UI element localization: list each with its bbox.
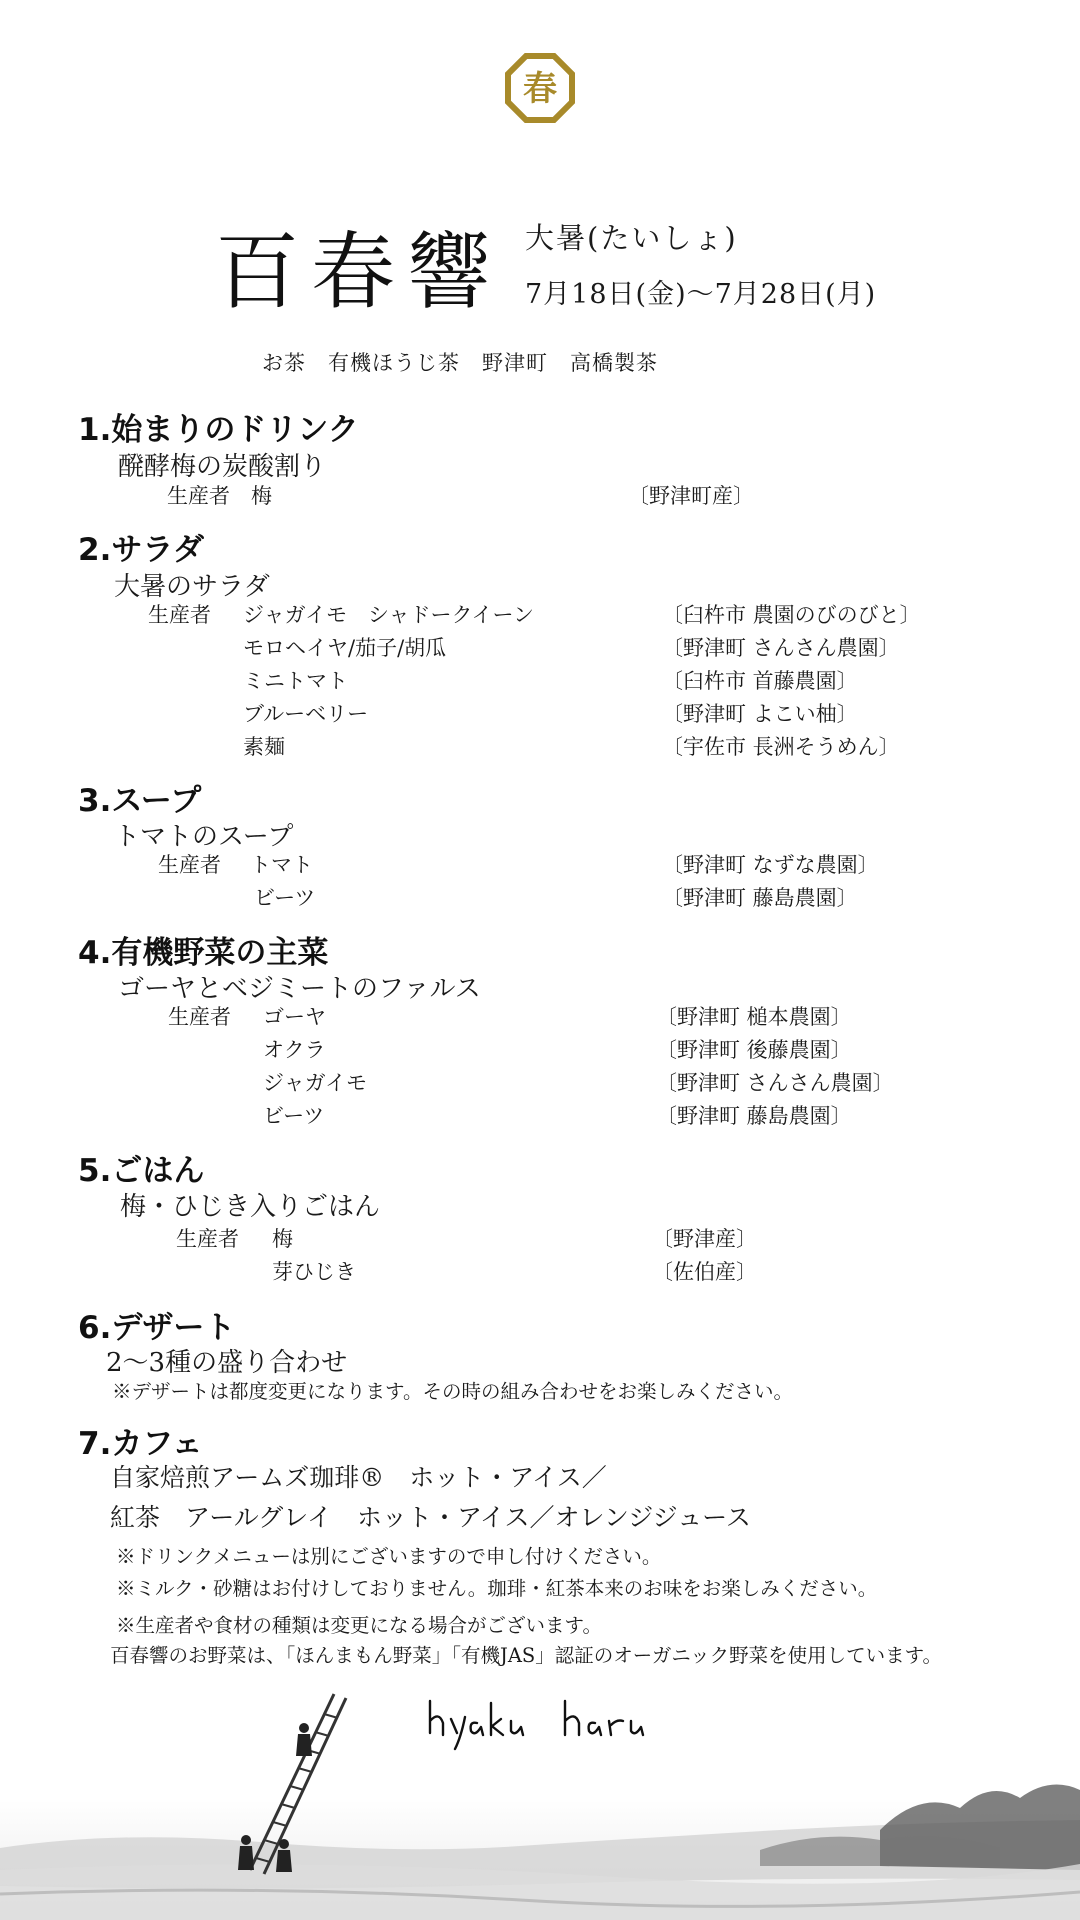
course-4-origin: 〔野津町 槌本農園〕: [656, 1005, 852, 1029]
course-6-note: ※デザートは都度変更になります。その時の組み合わせをお楽しみください。: [112, 1380, 793, 1403]
course-1-heading: 1.始まりのドリンク: [78, 412, 359, 448]
course-5-origin: 〔野津産〕: [652, 1227, 757, 1251]
course-4-item: オクラ: [263, 1038, 326, 1062]
course-2-origin: 〔臼杵市 農園のびのびと〕: [662, 603, 921, 627]
course-2-item: ミニトマト: [243, 669, 348, 693]
course-2-heading: 2.サラダ: [78, 532, 205, 568]
date-range: 7月18日(金)〜7月28日(月): [525, 279, 877, 310]
course-5-heading: 5.ごはん: [78, 1153, 205, 1189]
course-3-heading: 3.スープ: [78, 783, 202, 819]
change-note: ※生産者や食材の種類は変更になる場合がございます。: [116, 1614, 602, 1637]
course-3-item: トマト: [250, 853, 313, 877]
course-3-producer-label: 生産者: [158, 853, 221, 877]
course-2-origin: 〔野津町 よこい柚〕: [662, 702, 858, 726]
cafe-coffee-line: 自家焙煎アームズ珈琲® ホット・アイス／: [110, 1463, 607, 1492]
cafe-note-1: ※ドリンクメニューは別にございますので申し付けください。: [116, 1545, 662, 1568]
course-4-origin: 〔野津町 藤島農園〕: [656, 1104, 852, 1128]
course-2-dish: 大暑のサラダ: [114, 572, 270, 602]
logo-text: 春: [523, 69, 557, 109]
course-1-producer: 生産者 梅: [167, 484, 272, 508]
season-name: 大暑(たいしょ): [525, 221, 738, 255]
ink-landscape-illustration: [0, 1680, 1080, 1920]
course-1-dish: 醗酵梅の炭酸割り: [118, 452, 327, 482]
course-6-heading: 6.デザート: [78, 1310, 236, 1346]
course-4-origin: 〔野津町 後藤農園〕: [656, 1038, 852, 1062]
course-3-origin: 〔野津町 藤島農園〕: [662, 886, 858, 910]
course-7-heading: 7.カフェ: [78, 1426, 203, 1462]
course-5-item: 芽ひじき: [272, 1260, 356, 1284]
course-1-origin: 〔野津町産〕: [628, 484, 754, 508]
organic-statement: 百春響のお野菜は、「ほんまもん野菜」「有機JAS」認証のオーガニック野菜を使用しています。: [110, 1644, 943, 1667]
course-2-origin: 〔宇佐市 長洲そうめん〕: [662, 735, 900, 759]
course-4-item: ゴーヤ: [263, 1005, 326, 1029]
course-5-producer-label: 生産者: [176, 1227, 239, 1251]
course-3-dish: トマトのスープ: [114, 822, 294, 852]
course-2-producer-label: 生産者: [148, 603, 211, 627]
logo-emblem: [504, 52, 576, 124]
course-3-origin: 〔野津町 なずな農園〕: [662, 853, 879, 877]
course-4-item: ジャガイモ: [263, 1071, 367, 1095]
course-5-origin: 〔佐伯産〕: [652, 1260, 757, 1284]
course-2-origin: 〔野津町 さんさん農園〕: [662, 636, 900, 660]
course-5-dish: 梅・ひじき入りごはん: [120, 1192, 381, 1222]
course-3-item: ビーツ: [254, 886, 316, 910]
tea-line: お茶 有機ほうじ茶 野津町 高橋製茶: [262, 351, 658, 375]
course-4-item: ビーツ: [263, 1104, 325, 1128]
course-4-producer-label: 生産者: [168, 1005, 231, 1029]
course-4-dish: ゴーヤとベジミートのファルス: [118, 974, 481, 1004]
course-2-item: 素麺: [243, 735, 285, 759]
course-6-dish: 2〜3種の盛り合わせ: [106, 1348, 348, 1378]
cafe-tea-line: 紅茶 アールグレイ ホット・アイス／オレンジジュース: [110, 1503, 751, 1532]
course-2-origin: 〔臼杵市 首藤農園〕: [662, 669, 858, 693]
course-4-origin: 〔野津町 さんさん農園〕: [656, 1071, 894, 1095]
course-4-heading: 4.有機野菜の主菜: [78, 935, 329, 971]
restaurant-title: 百春響: [215, 223, 504, 321]
course-2-item: モロヘイヤ/茄子/胡瓜: [243, 636, 447, 660]
course-5-item: 梅: [272, 1227, 293, 1251]
course-2-item: ブルーベリー: [243, 702, 369, 726]
cafe-note-2: ※ミルク・砂糖はお付けしておりません。珈琲・紅茶本来のお味をお楽しみください。: [116, 1577, 878, 1600]
course-2-item: ジャガイモ シャドークイーン: [243, 603, 535, 627]
